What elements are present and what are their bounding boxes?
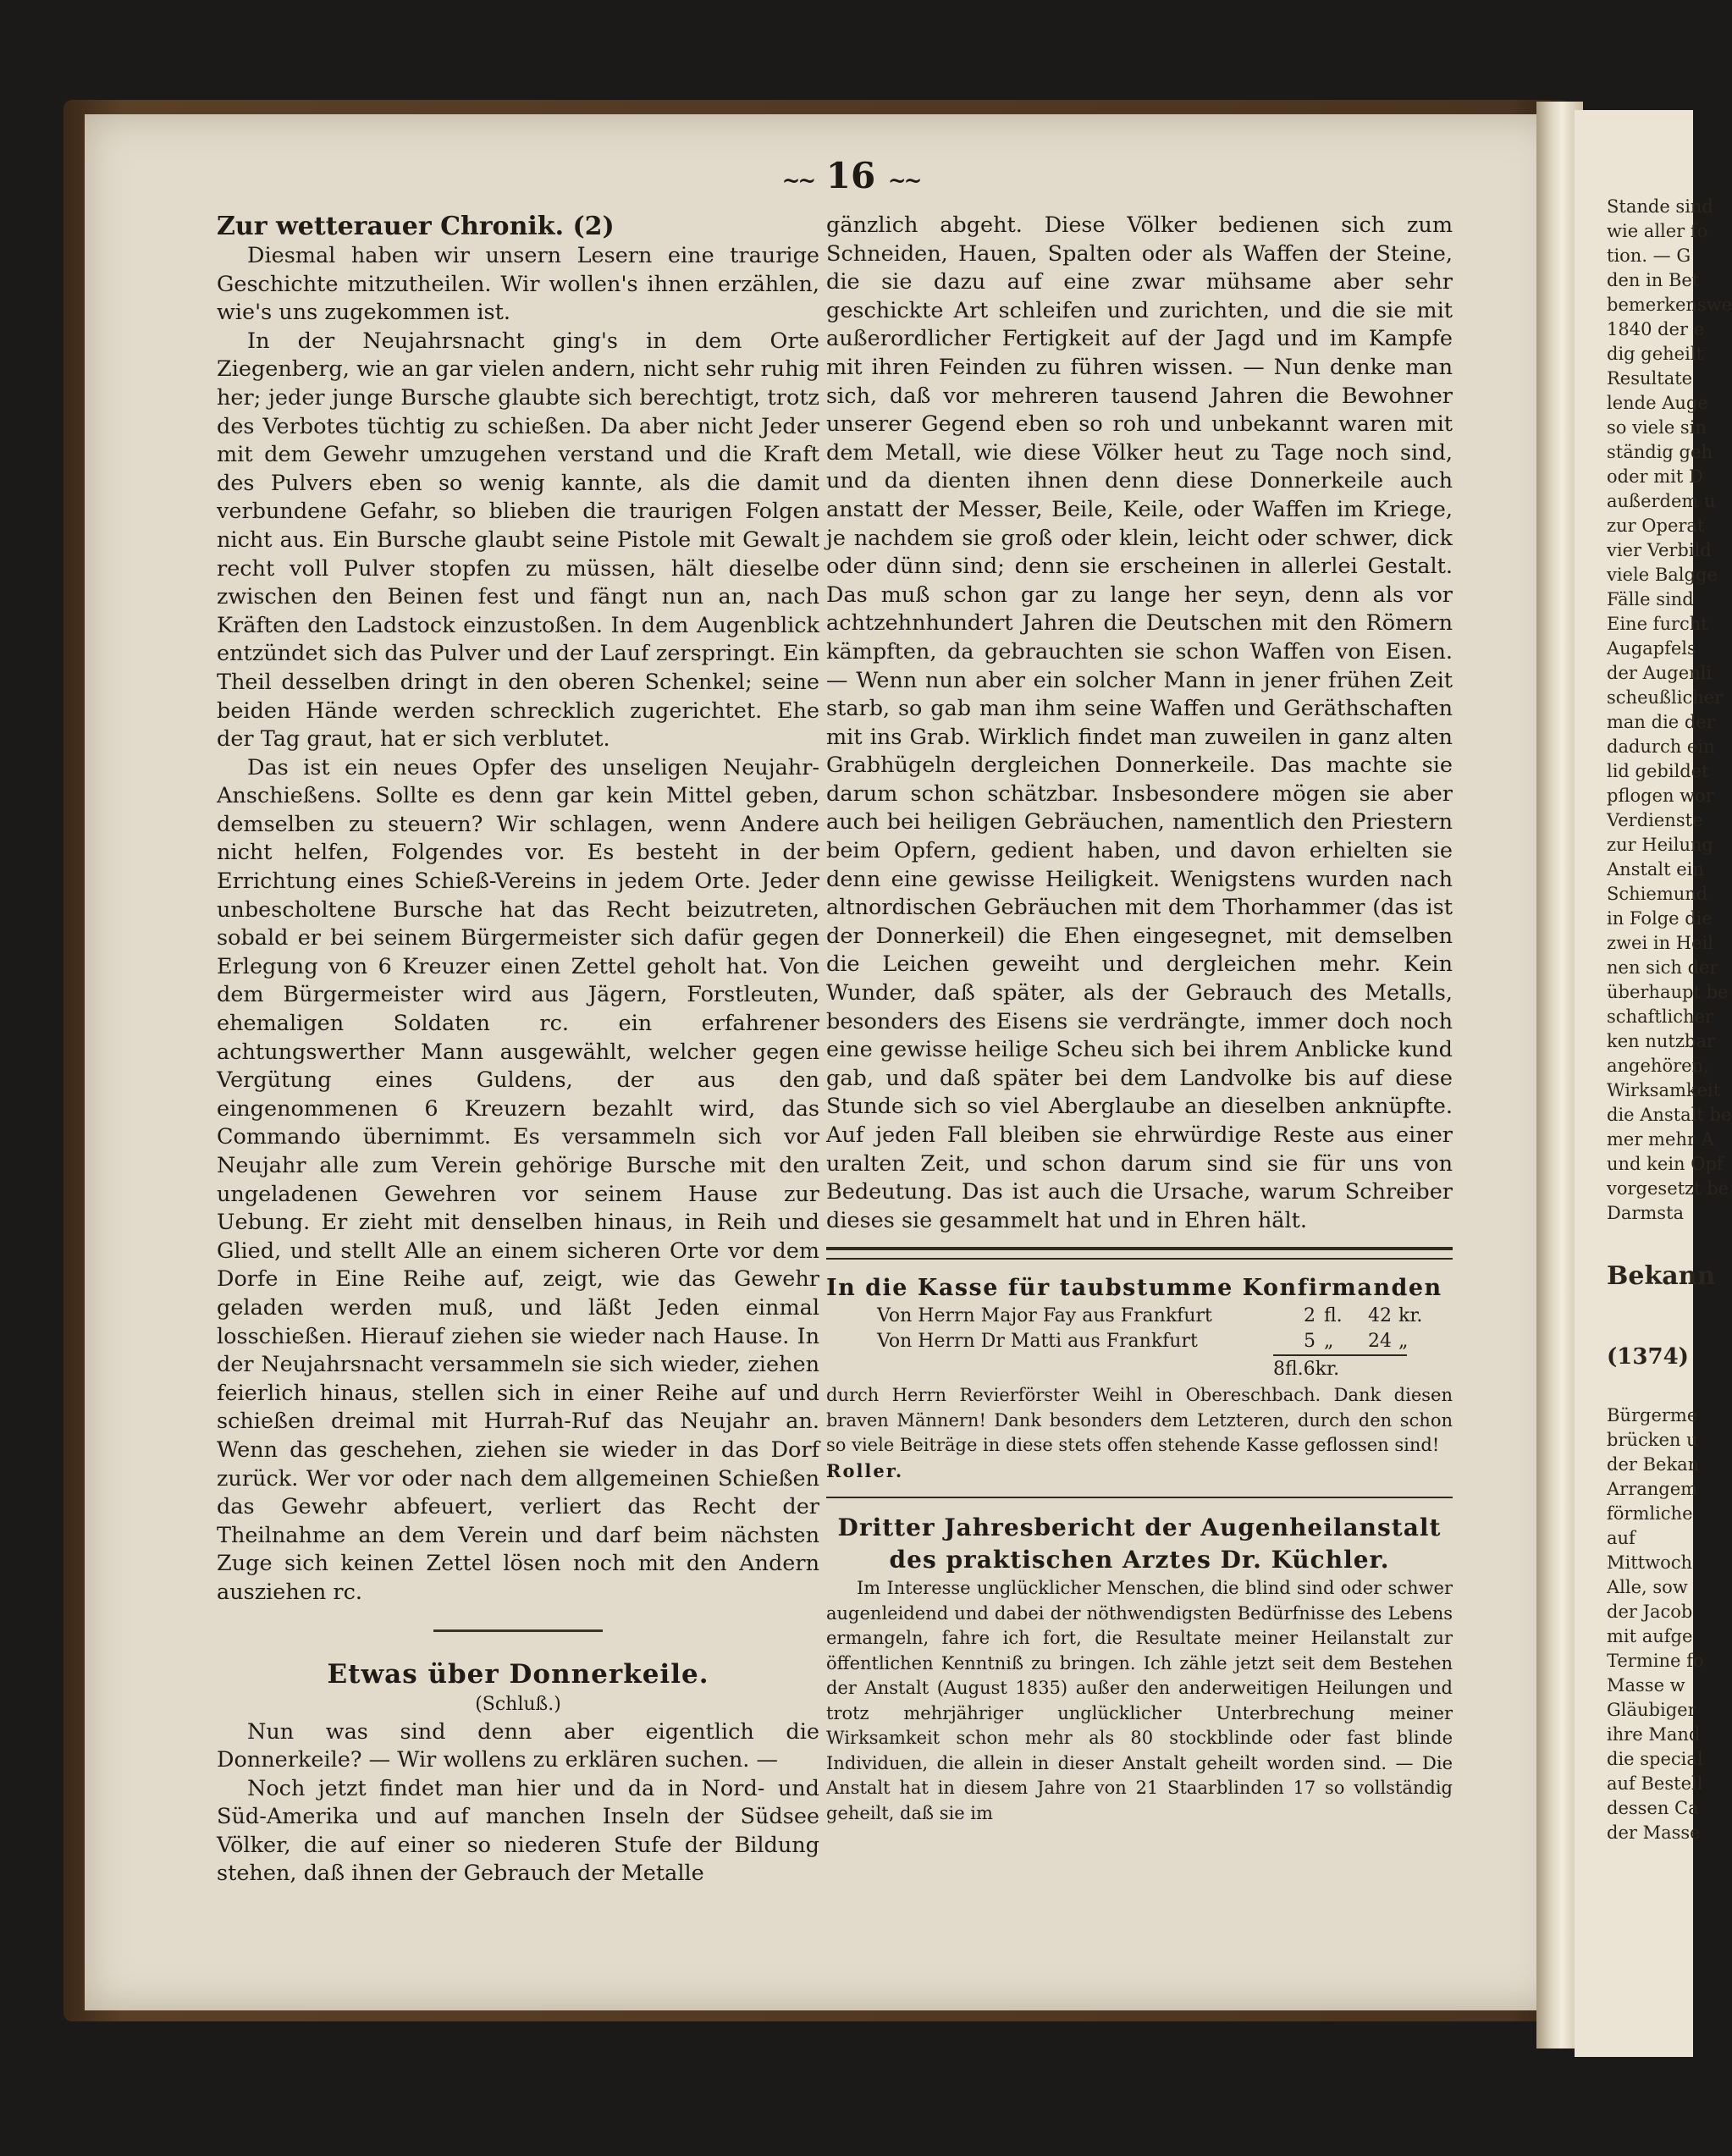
facing-page-fragment: auf Bestell	[1607, 1773, 1703, 1794]
facing-page-fragment: Stande sind	[1607, 196, 1713, 217]
facing-page-fragment: dig geheilt	[1607, 344, 1703, 364]
report-title: Dritter Jahresbericht der Augenheilanstalt	[837, 1514, 1442, 1542]
facing-page-fragment: Schiemund	[1607, 884, 1708, 904]
facing-page-fragment: Masse w	[1607, 1675, 1685, 1696]
donation-kr: 24	[1368, 1331, 1392, 1353]
facing-page-fragment: Augapfels	[1607, 638, 1696, 659]
ornament-left-icon: ~~	[781, 168, 814, 194]
donor-name: Von Herrn Dr Matti aus Frankfurt	[877, 1331, 1198, 1353]
facing-page-fragment: auf	[1607, 1528, 1635, 1548]
donation-row	[826, 1304, 1453, 1329]
total-fl: 8	[1273, 1359, 1285, 1381]
facing-page-fragment: der Augenli	[1607, 663, 1713, 683]
facing-page-fragment: wie aller fo	[1607, 221, 1708, 241]
facing-page-fragment: und kein Opf	[1607, 1154, 1724, 1174]
facing-page-fragment: zur Operat	[1607, 516, 1705, 536]
facing-page-fragment: tion. — G	[1607, 245, 1691, 266]
facing-page-fragment: viele Balgge	[1607, 565, 1718, 585]
page-number: 16	[825, 155, 876, 196]
donation-total	[1273, 1354, 1407, 1383]
facing-page-fragment: schaftlicher	[1607, 1006, 1713, 1027]
donation-fl: 5	[1304, 1331, 1316, 1353]
section-divider	[433, 1629, 603, 1632]
facing-page-fragment: Termine fo	[1607, 1651, 1704, 1671]
donnerkeile-paragraph: Noch jetzt findet man hier und da in Nord- und Süd-Amerika und auf manchen Inseln der Südsee Völker, die auf einer so niederen Stufe der Bildung stehen, daß ihnen der Gebrauch der Metalle	[217, 1775, 819, 1887]
total-kr: 6	[1303, 1359, 1316, 1381]
donnerkeile-continuation: gänzlich abgeht. Diese Völker bedienen sich zum Schneiden, Hauen, Spalten oder als Waffen der Steine, die sie dazu auf eine zwar mühsame aber sehr geschickte Art schleifen und zurichten, und die sie mit außerordlicher Fertigkeit auf der Jagd und im Kampfe mit ihren Feinden zu führen wissen. — Nun denke man sich, daß vor mehreren tausend Jahren die Bewohner unserer Gegend eben so roh und unbekannt waren mit dem Metall, wie diese Völker heut zu Tage noch sind, und da dienten ihnen denn diese Donnerkeile auch anstatt der Messer, Beile, Keile, oder Waffen im Kriege, je nachdem sie groß oder klein, leicht oder schwer, dick oder dünn sind; denn sie erscheinen in allerlei Gestalt. Das muß schon gar zu lange her seyn, denn als vor achtzehnhundert Jahren die Deutschen mit den Römern kämpften, da gebrauchten sie schon Waffen von Eisen. — Wenn nun aber ein solcher Mann in jener frühen Zeit starb, so gab man ihm seine Waffen und Geräthschaften mit ins Grab. Wirklich findet man zuweilen in ganz alten Grabhügeln dergleichen Donnerkeile. Das machte sie darum schon schätzbar. Insbesondere mögen sie aber auch bei heiligen Gebräuchen, namentlich den Priestern beim Opfern, gedient haben, und davon erhielten sie denn eine gewisse Heiligkeit. Wenigstens wurden nach altnordischen Gebräuchen mit dem Thorhammer (das ist der Donnerkeil) die Ehen eingesegnet, mit demselben die Leichen geweiht und dergleichen mehr. Kein Wunder, daß später, als der Gebrauch des Metalls, besonders des Eisens sie verdrängte, immer doch noch eine gewisse heilige Scheu sich bei ihrem Anblicke kund gab, und daß später bei dem Landvolke bis auf diese Stunde sich so viel Aberglaube an dieselben anknüpfte. Auf jeden Fall bleiben sie ehrwürdige Reste aus einer uralten Zeit, und schon darum sind sie für uns von Bedeutung. Das ist auch die Ursache, warum Schreiber dieses sie gesammelt hat und in Ehren hält.	[826, 212, 1453, 1233]
page-number-header	[736, 155, 965, 196]
facing-page-fragment: außerdem u	[1607, 491, 1716, 511]
facing-page-fragment: Gläubiger	[1607, 1700, 1696, 1720]
donnerkeile-title: Etwas über Donnerkeile.	[327, 1658, 709, 1690]
facing-page-fragment: Verdienste	[1607, 810, 1703, 830]
facing-page-fragment: ken nutzbar	[1607, 1031, 1715, 1051]
facing-page-fragment: ihre Mand	[1607, 1724, 1701, 1745]
facing-page-fragment: Alle, sow	[1607, 1577, 1688, 1597]
facing-page-fragment: brücken u	[1607, 1430, 1698, 1450]
facing-page-fragment: Bekann	[1607, 1261, 1716, 1291]
facing-page-fragment: Fälle sind	[1607, 589, 1694, 609]
facing-page-fragment: der Bekan	[1607, 1454, 1700, 1475]
kasse-title: In die Kasse für taubstumme Konfirmanden	[826, 1275, 1442, 1302]
facing-page-fragment: lende Auge	[1607, 393, 1708, 413]
facing-page-fragment: so viele sin	[1607, 417, 1707, 438]
facing-page-fragment: in Folge die	[1607, 908, 1713, 929]
facing-page-fragment: dadurch ein	[1607, 736, 1715, 757]
facing-page-fragment: die special	[1607, 1749, 1703, 1769]
facing-page-fragment: zwei in Heil	[1607, 933, 1713, 953]
facing-page-fragment: oder mit D	[1607, 466, 1703, 487]
ornament-right-icon: ~~	[887, 168, 920, 194]
total-fl-unit: fl.	[1285, 1359, 1304, 1381]
facing-page-fragment: Mittwoch	[1607, 1552, 1693, 1573]
facing-page-fragment: der Masse	[1607, 1822, 1701, 1843]
facing-page-text-fragments	[1607, 195, 1732, 1845]
facing-page-fragment: mit aufge	[1607, 1626, 1693, 1646]
facing-page-fragment: Bürgerme	[1607, 1405, 1698, 1425]
facing-page-fragment: ständig geh	[1607, 442, 1713, 462]
chronik-paragraph: Das ist ein neues Opfer des unseligen Neujahr-Anschießens. Sollte es denn gar kein Mittel geben, demselben zu steuern? Wir schlagen, wenn Andere nicht helfen, Folgendes vor. Es besteht in der Errichtung eines Schieß-Vereins in jedem Orte. Jeder unbescholtene Bursche hat das Recht beizutreten, sobald er bei seinem Bürgermeister sich dafür gegen Erlegung von 6 Kreuzer einen Zettel geholt hat. Von dem Bürgermeister wird aus Jägern, Forstleuten, ehemaligen Soldaten rc. ein erfahrener achtungswerther Mann ausgewählt, welcher gegen Vergütung eines Guldens, der aus den eingenommenen 6 Kreuzern bezahlt wird, das Commando übernimmt. Es versammeln sich vor Neujahr alle zum Verein gehörige Bursche mit den ungeladenen Gewehren vor seinem Hause zur Uebung. Er zieht mit denselben hinaus, in Reih und Glied, und stellt Alle an einem sicheren Orte vor dem Dorfe in Eine Reihe auf, zeigt, wie das Gewehr geladen werden muß, und läßt Jeden einmal losschießen. Hierauf ziehen sie wieder nach Hause. In der Neujahrsnacht versammeln sie sich wieder, ziehen feierlich hinaus, stellen sich in einer Reihe auf und schießen dreimal mit Hurrah-Ruf das Neujahr an. Wenn das geschehen, ziehen sie wieder in das Dorf zurück. Wer vor oder nach dem allgemeinen Schießen das Gewehr abfeuert, verliert das Recht der Theilnahme an dem Verein und darf beim nächsten Zuge sich keinen Zettel lösen noch mit den Andern ausziehen rc.	[217, 754, 819, 1605]
facing-page-fragment: überhaupt be	[1607, 982, 1729, 1002]
total-kr-unit: kr.	[1315, 1359, 1340, 1381]
facing-page-fragment: 1840 der e	[1607, 319, 1705, 339]
chronik-title: Zur wetterauer Chronik. (2)	[217, 212, 615, 241]
donor-name: Von Herrn Major Fay aus Frankfurt	[877, 1305, 1212, 1327]
right-column	[826, 212, 1453, 1826]
facing-page-fragment: förmliche	[1607, 1503, 1693, 1524]
report-paragraph: Im Interesse unglücklicher Menschen, die blind sind oder schwer augenleidend und dabei der nöthwendigsten Bedürfnisse des Lebens ermangeln, fahre ich fort, die Resultate meiner Heilanstalt zur öffentlichen Kenntniß zu bringen. Ich zähle jetzt seit dem Bestehen der Anstalt (August 1835) außer den anderweitigen Heilungen und trotz mehrjähriger unglücklicher Unterbrechung meiner Wirksamkeit schon mehr als 80 stockblinde oder fast blinde Individuen, die allein in dieser Anstalt geheilt worden sind. — Die Anstalt hat in diesem Jahre von 21 Staarblinden 17 so vollständig geheilt, daß sie im	[826, 1578, 1453, 1823]
facing-page-fragment: pflogen wor	[1607, 786, 1714, 806]
facing-page-fragment: bemerkenswe	[1607, 295, 1732, 315]
facing-page-fragment: der Jacob	[1607, 1602, 1693, 1622]
report-subtitle: des praktischen Arztes Dr. Küchler.	[889, 1546, 1390, 1574]
facing-page-fragment: die Anstalt be	[1607, 1105, 1732, 1125]
facing-page-fragment: lid gebildet	[1607, 761, 1709, 781]
facing-page-fragment: den in Bet	[1607, 270, 1700, 290]
donnerkeile-paragraph: Nun was sind denn aber eigentlich die Donnerkeile? — Wir wollens zu erklären suchen. —	[217, 1718, 819, 1773]
kasse-note: durch Herrn Revierförster Weihl in Obereschbach. Dank diesen braven Männern! Dank besonders dem Letzteren, durch den schon so viele Beiträge in diese stets offen stehende Kasse geflossen sind!	[826, 1385, 1453, 1456]
facing-page-fragment: (1374)	[1607, 1344, 1689, 1370]
facing-page-fragment: vier Verbild	[1607, 540, 1712, 560]
donation-kr: 42	[1368, 1305, 1392, 1327]
facing-page-fragment: dessen Ca	[1607, 1798, 1699, 1818]
chronik-paragraph: In der Neujahrsnacht ging's in dem Orte Ziegenberg, wie an gar vielen andern, nicht sehr ruhig her; jeder junge Bursche glaubte sich berechtigt, trotz des Verbotes tüchtig zu schießen. Da aber nicht Jeder mit dem Gewehr umzugehen verstand und die Kraft des Pulvers eben so wenig kannte, als die damit verbundene Gefahr, so blieben die traurigen Folgen nicht aus. Ein Bursche glaubt seine Pistole mit Gewalt recht voll Pulver stopfen zu müssen, hält dieselbe zwischen den Beinen fest und fängt nun an, nach Kräften den Ladstock einzustoßen. In dem Augenblick entzündet sich das Pulver und der Lauf zerspringt. Ein Theil desselben dringt in den oberen Schenkel; seine beiden Hände werden schrecklich zugerichtet. Ehe der Tag graut, hat er sich verblutet.	[217, 328, 819, 753]
facing-page-fragment: vorgesetzt be	[1607, 1178, 1729, 1199]
facing-page-fragment: man die der	[1607, 712, 1715, 732]
rule-divider	[826, 1497, 1453, 1498]
facing-page-fragment: Eine furcht	[1607, 614, 1708, 634]
donation-kr-unit: kr.	[1398, 1305, 1423, 1327]
donation-fl-unit: „	[1324, 1331, 1334, 1353]
donation-fl: 2	[1304, 1305, 1316, 1327]
kasse-signature: Roller.	[826, 1459, 904, 1481]
facing-page-fragment: Resultate	[1607, 368, 1693, 389]
facing-page-fragment: angehören,	[1607, 1056, 1709, 1076]
donation-row	[826, 1329, 1453, 1354]
facing-page-fragment: Darmsta	[1607, 1203, 1685, 1223]
facing-page-fragment: scheußlicher	[1607, 687, 1724, 708]
facing-page-fragment: Arrangem	[1607, 1479, 1698, 1499]
facing-page-fragment: Wirksamkeit	[1607, 1080, 1721, 1100]
facing-page-fragment: mer mehr A	[1607, 1129, 1714, 1150]
double-rule-divider	[826, 1247, 1453, 1260]
donation-fl-unit: fl.	[1324, 1305, 1343, 1327]
donnerkeile-subtitle: (Schluß.)	[475, 1693, 561, 1715]
facing-page	[1575, 110, 1732, 2057]
facing-page-fragment: zur Heilung	[1607, 835, 1713, 855]
left-column	[217, 212, 819, 1889]
facing-page-fragment: nen sich der	[1607, 957, 1718, 978]
donation-kr-unit: „	[1398, 1331, 1409, 1353]
facing-page-fragment: Anstalt ein	[1607, 859, 1704, 879]
chronik-paragraph: Diesmal haben wir unsern Lesern eine traurige Geschichte mitzutheilen. Wir wollen's ihnen erzählen, wie's uns zugekommen ist.	[217, 243, 819, 326]
